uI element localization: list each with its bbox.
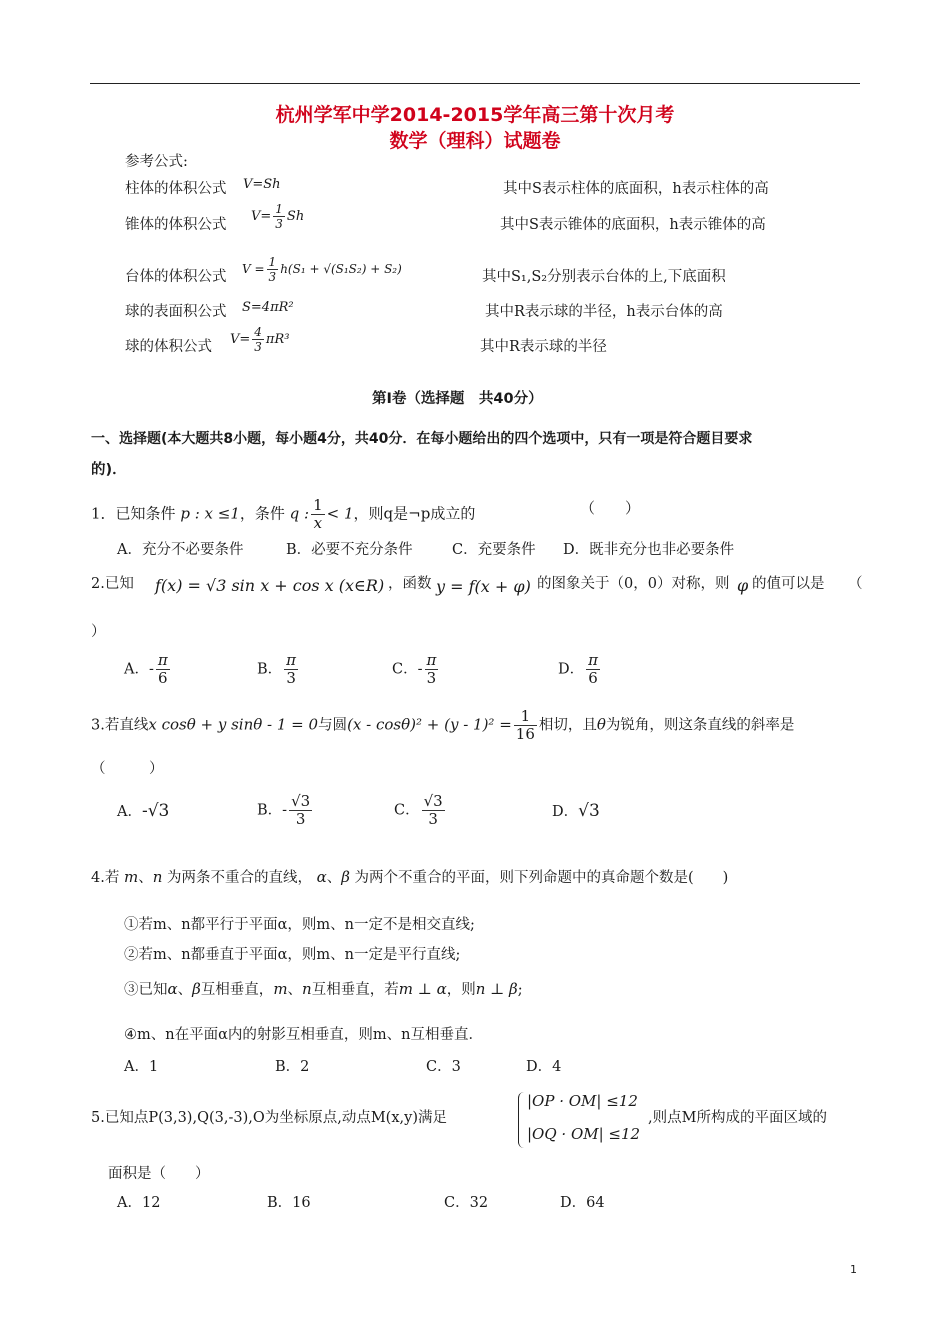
formula-note: 其中R表示球的半径，h表示台体的高 bbox=[485, 304, 723, 320]
question-2-function2: y = f(x + φ) bbox=[436, 577, 531, 596]
q3-option-d[interactable]: D．√3 bbox=[552, 801, 600, 821]
q4-proposition-3: ③已知α、β互相垂直，m、n互相垂直，若m ⊥ α，则n ⊥ β; bbox=[124, 980, 523, 998]
question-2-stem-a: 2.已知 bbox=[91, 576, 134, 592]
question-2-stem-d: 的值可以是 bbox=[752, 576, 825, 592]
q5-option-a[interactable]: A．12 bbox=[117, 1195, 161, 1211]
q5-condition-2: |OQ · OM| ≤12 bbox=[527, 1125, 641, 1143]
question-1-stem: 1．已知条件 p : x ≤1，条件 q : $\frac{1}{x}$ < 1，则q是¬p成立的 bbox=[91, 496, 476, 532]
q3-option-b[interactable]: B．- $\frac{√3}{3}$ bbox=[257, 792, 311, 828]
exam-title: 杭州学军中学2014-2015学年高三第十次月考 bbox=[275, 104, 675, 126]
q4-proposition-2: ②若m、n都垂直于平面α，则m、n一定是平行直线; bbox=[124, 947, 461, 963]
q5-option-b[interactable]: B．16 bbox=[267, 1195, 311, 1211]
q1-option-a[interactable]: A．充分不必要条件 bbox=[117, 542, 244, 558]
q3-option-a[interactable]: A．-√3 bbox=[117, 801, 170, 821]
formula-expr: V = $\frac{1}{3}$ h(S₁ + √(S₁S₂) + S₂) bbox=[242, 255, 402, 284]
question-2-stem-b: ，函数 bbox=[388, 576, 432, 592]
question-5-stem-b: ,则点M所构成的平面区域的 bbox=[648, 1110, 827, 1126]
formula-note: 其中S₁,S₂分别表示台体的上,下底面积 bbox=[482, 269, 726, 285]
formula-label: 柱体的体积公式 bbox=[125, 181, 227, 197]
question-5-stem-c: 面积是（ ） bbox=[108, 1166, 210, 1182]
question-3-stem: 3.若直线x cosθ + y sinθ - 1 = 0与圆(x - cosθ)² + (y - 1)² = $\frac{1}{16}$ 相切，且θ为锐角，则这条直线的斜率是 bbox=[91, 707, 795, 743]
formula-expr: V= $\frac{1}{3}$ Sh bbox=[251, 202, 305, 231]
formula-note: 其中R表示球的半径 bbox=[480, 339, 607, 355]
question-2-paren-right: ） bbox=[91, 624, 106, 640]
q4-option-a[interactable]: A．1 bbox=[124, 1059, 159, 1075]
q4-proposition-1: ①若m、n都平行于平面α，则m、n一定不是相交直线; bbox=[124, 917, 475, 933]
q4-proposition-4: ④m、n在平面α内的射影互相垂直，则m、n互相垂直． bbox=[124, 1027, 483, 1043]
formulas-heading: 参考公式: bbox=[125, 154, 188, 170]
question-3-answer-paren: （ ） bbox=[91, 761, 164, 777]
section-instruction-cont: 的)． bbox=[91, 462, 127, 478]
q1-option-d[interactable]: D．既非充分也非必要条件 bbox=[563, 542, 735, 558]
q5-option-c[interactable]: C．32 bbox=[444, 1195, 489, 1211]
q1-option-c[interactable]: C．充要条件 bbox=[452, 542, 536, 558]
system-brace bbox=[518, 1092, 525, 1148]
q4-option-b[interactable]: B．2 bbox=[275, 1059, 310, 1075]
formula-label: 锥体的体积公式 bbox=[125, 217, 227, 233]
q5-condition-1: |OP · OM| ≤12 bbox=[527, 1092, 638, 1110]
exam-subtitle: 数学（理科）试题卷 bbox=[389, 130, 561, 152]
phi-symbol: φ bbox=[737, 576, 749, 595]
section-title: 第Ⅰ卷（选择题 共40分） bbox=[372, 391, 543, 407]
formula-expr: V= $\frac{4}{3}$ πR³ bbox=[230, 325, 290, 354]
page-number: 1 bbox=[850, 1263, 857, 1276]
formula-note: 其中S表示锥体的底面积，h表示锥体的高 bbox=[500, 217, 766, 233]
q2-option-c[interactable]: C．- $\frac{\pi}{3}$ bbox=[392, 651, 437, 687]
question-4-stem: 4.若 m、n 为两条不重合的直线， α、β 为两个不重合的平面，则下列命题中的真命题个数是( ) bbox=[91, 868, 729, 886]
formula-expr: S=4πR² bbox=[242, 300, 294, 315]
question-1-answer-paren: （ ） bbox=[580, 499, 641, 517]
formula-label: 台体的体积公式 bbox=[125, 269, 227, 285]
q4-option-c[interactable]: C．3 bbox=[426, 1059, 461, 1075]
question-2-function: f(x) = √3 sin x + cos x (x∈R) bbox=[155, 576, 385, 595]
formula-label: 球的体积公式 bbox=[125, 339, 212, 355]
q2-option-d[interactable]: D． $\frac{\pi}{6}$ bbox=[558, 651, 598, 687]
header-rule bbox=[90, 83, 860, 84]
q2-option-b[interactable]: B． $\frac{\pi}{3}$ bbox=[257, 651, 297, 687]
question-2-paren-left: （ bbox=[848, 576, 863, 592]
formula-expr: V=Sh bbox=[243, 177, 281, 192]
q1-option-b[interactable]: B．必要不充分条件 bbox=[286, 542, 413, 558]
q5-option-d[interactable]: D．64 bbox=[560, 1195, 605, 1211]
formula-note: 其中S表示柱体的底面积，h表示柱体的高 bbox=[503, 181, 769, 197]
q3-option-c[interactable]: C． $\frac{√3}{3}$ bbox=[394, 792, 443, 828]
question-5-stem-a: 5.已知点P(3,3),Q(3,-3),O为坐标原点,动点M(x,y)满足 bbox=[91, 1110, 447, 1126]
formula-label: 球的表面积公式 bbox=[125, 304, 227, 320]
q2-option-a[interactable]: A．- $\frac{\pi}{6}$ bbox=[124, 651, 168, 687]
section-instruction: 一、选择题(本大题共8小题，每小题4分，共40分．在每小题给出的四个选项中，只有一项是符合题目要求 bbox=[91, 431, 753, 447]
question-2-stem-c: 的图象关于（0，0）对称，则 bbox=[537, 576, 730, 592]
q4-option-d[interactable]: D．4 bbox=[526, 1059, 562, 1075]
